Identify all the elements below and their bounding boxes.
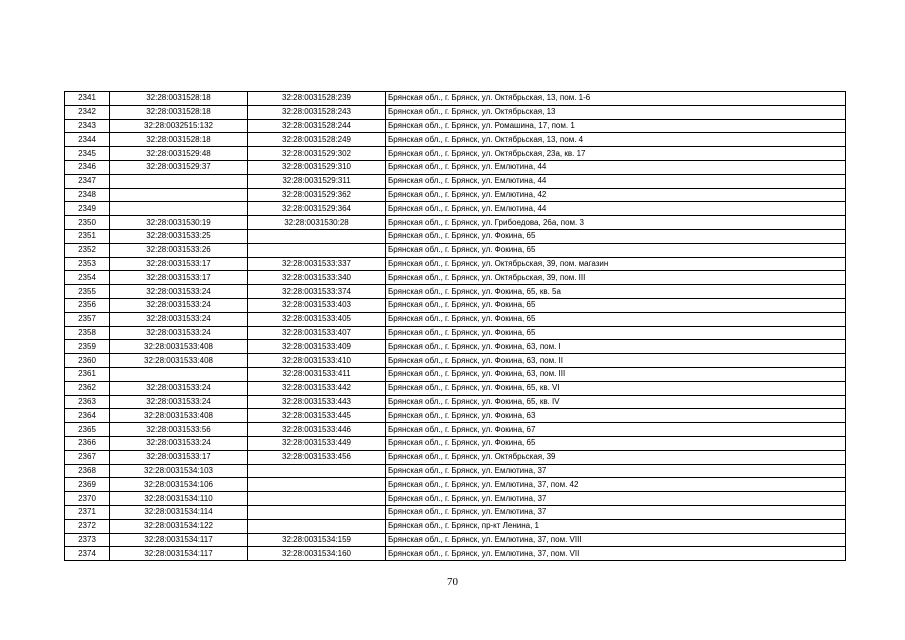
- page-number: 70: [447, 576, 458, 588]
- parcel-number-cell: 32:28:0031533:408: [110, 340, 248, 354]
- address-cell: Брянская обл., г. Брянск, ул. Емлютина, 44: [386, 202, 846, 216]
- address-cell: Брянская обл., г. Брянск, ул. Фокина, 65: [386, 436, 846, 450]
- object-number-cell: 32:28:0031533:405: [248, 312, 386, 326]
- address-cell: Брянская обл., г. Брянск, ул. Емлютина, 44: [386, 174, 846, 188]
- object-number-cell: [248, 492, 386, 506]
- address-cell: Брянская обл., г. Брянск, ул. Фокина, 65, кв. VI: [386, 381, 846, 395]
- row-number-cell: 2353: [65, 257, 110, 271]
- object-number-cell: 32:28:0031533:411: [248, 367, 386, 381]
- table-row: [65, 271, 846, 285]
- parcel-number-cell: 32:28:0031530:19: [110, 216, 248, 230]
- address-cell: Брянская обл., г. Брянск, ул. Октябрьская, 13, пом. 4: [386, 133, 846, 147]
- table-row: [65, 119, 846, 133]
- parcel-number-cell: 32:28:0031533:24: [110, 298, 248, 312]
- parcel-number-cell: 32:28:0031528:18: [110, 133, 248, 147]
- table-row: [65, 367, 846, 381]
- parcel-number-cell: 32:28:0031534:117: [110, 547, 248, 561]
- parcel-number-cell: 32:28:0031533:24: [110, 436, 248, 450]
- parcel-number-cell: 32:28:0031533:26: [110, 243, 248, 257]
- table-row: [65, 188, 846, 202]
- object-number-cell: [248, 229, 386, 243]
- table-row: [65, 92, 846, 106]
- table-row: [65, 133, 846, 147]
- object-number-cell: [248, 464, 386, 478]
- address-cell: Брянская обл., г. Брянск, ул. Емлютина, 42: [386, 188, 846, 202]
- address-cell: Брянская обл., г. Брянск, ул. Емлютина, 37, пом. VIII: [386, 533, 846, 547]
- registry-table-body: [65, 92, 846, 561]
- object-number-cell: 32:28:0031528:244: [248, 119, 386, 133]
- address-cell: Брянская обл., г. Брянск, ул. Октябрьская, 23а, кв. 17: [386, 147, 846, 161]
- object-number-cell: 32:28:0031529:311: [248, 174, 386, 188]
- address-cell: Брянская обл., г. Брянск, ул. Фокина, 67: [386, 423, 846, 437]
- parcel-number-cell: 32:28:0032515:132: [110, 119, 248, 133]
- row-number-cell: 2366: [65, 436, 110, 450]
- object-number-cell: 32:28:0031529:364: [248, 202, 386, 216]
- table-row: [65, 229, 846, 243]
- parcel-number-cell: 32:28:0031533:17: [110, 450, 248, 464]
- address-cell: Брянская обл., г. Брянск, ул. Октябрьская, 13: [386, 105, 846, 119]
- table-row: [65, 298, 846, 312]
- row-number-cell: 2343: [65, 119, 110, 133]
- address-cell: Брянская обл., г. Брянск, ул. Емлютина, 37: [386, 492, 846, 506]
- object-number-cell: 32:28:0031528:243: [248, 105, 386, 119]
- object-number-cell: 32:28:0031533:409: [248, 340, 386, 354]
- parcel-number-cell: 32:28:0031533:17: [110, 257, 248, 271]
- address-cell: Брянская обл., г. Брянск, ул. Фокина, 63, пом. III: [386, 367, 846, 381]
- row-number-cell: 2346: [65, 160, 110, 174]
- row-number-cell: 2361: [65, 367, 110, 381]
- parcel-number-cell: 32:28:0031534:114: [110, 505, 248, 519]
- row-number-cell: 2360: [65, 354, 110, 368]
- object-number-cell: [248, 519, 386, 533]
- table-row: [65, 395, 846, 409]
- row-number-cell: 2344: [65, 133, 110, 147]
- address-cell: Брянская обл., г. Брянск, ул. Грибоедова, 26а, пом. 3: [386, 216, 846, 230]
- row-number-cell: 2370: [65, 492, 110, 506]
- address-cell: Брянская обл., г. Брянск, ул. Фокина, 63, пом. II: [386, 354, 846, 368]
- parcel-number-cell: [110, 188, 248, 202]
- parcel-number-cell: 32:28:0031533:24: [110, 381, 248, 395]
- row-number-cell: 2345: [65, 147, 110, 161]
- registry-table: [64, 91, 846, 561]
- row-number-cell: 2351: [65, 229, 110, 243]
- parcel-number-cell: 32:28:0031533:408: [110, 409, 248, 423]
- parcel-number-cell: 32:28:0031533:24: [110, 395, 248, 409]
- table-row: [65, 423, 846, 437]
- row-number-cell: 2356: [65, 298, 110, 312]
- object-number-cell: 32:28:0031533:410: [248, 354, 386, 368]
- parcel-number-cell: 32:28:0031534:110: [110, 492, 248, 506]
- table-row: [65, 216, 846, 230]
- address-cell: Брянская обл., г. Брянск, ул. Фокина, 65, кв. IV: [386, 395, 846, 409]
- table-row: [65, 147, 846, 161]
- object-number-cell: 32:28:0031533:374: [248, 285, 386, 299]
- table-row: [65, 450, 846, 464]
- object-number-cell: 32:28:0031533:456: [248, 450, 386, 464]
- parcel-number-cell: 32:28:0031528:18: [110, 105, 248, 119]
- row-number-cell: 2369: [65, 478, 110, 492]
- object-number-cell: 32:28:0031528:239: [248, 92, 386, 106]
- address-cell: Брянская обл., г. Брянск, пр-кт Ленина, 1: [386, 519, 846, 533]
- table-row: [65, 409, 846, 423]
- table-row: [65, 492, 846, 506]
- row-number-cell: 2357: [65, 312, 110, 326]
- row-number-cell: 2362: [65, 381, 110, 395]
- table-row: [65, 533, 846, 547]
- object-number-cell: 32:28:0031533:340: [248, 271, 386, 285]
- address-cell: Брянская обл., г. Брянск, ул. Октябрьская, 39: [386, 450, 846, 464]
- row-number-cell: 2367: [65, 450, 110, 464]
- parcel-number-cell: [110, 367, 248, 381]
- row-number-cell: 2354: [65, 271, 110, 285]
- row-number-cell: 2347: [65, 174, 110, 188]
- address-cell: Брянская обл., г. Брянск, ул. Емлютина, 37, пом. VII: [386, 547, 846, 561]
- object-number-cell: 32:28:0031533:445: [248, 409, 386, 423]
- parcel-number-cell: 32:28:0031534:117: [110, 533, 248, 547]
- address-cell: Брянская обл., г. Брянск, ул. Фокина, 65: [386, 312, 846, 326]
- parcel-number-cell: 32:28:0031533:24: [110, 326, 248, 340]
- row-number-cell: 2373: [65, 533, 110, 547]
- parcel-number-cell: 32:28:0031533:408: [110, 354, 248, 368]
- address-cell: Брянская обл., г. Брянск, ул. Фокина, 65: [386, 326, 846, 340]
- parcel-number-cell: 32:28:0031534:106: [110, 478, 248, 492]
- address-cell: Брянская обл., г. Брянск, ул. Емлютина, 37: [386, 505, 846, 519]
- row-number-cell: 2352: [65, 243, 110, 257]
- row-number-cell: 2350: [65, 216, 110, 230]
- parcel-number-cell: 32:28:0031533:25: [110, 229, 248, 243]
- address-cell: Брянская обл., г. Брянск, ул. Фокина, 65: [386, 243, 846, 257]
- address-cell: Брянская обл., г. Брянск, ул. Фокина, 65: [386, 229, 846, 243]
- object-number-cell: 32:28:0031529:302: [248, 147, 386, 161]
- object-number-cell: 32:28:0031533:403: [248, 298, 386, 312]
- table-row: [65, 519, 846, 533]
- parcel-number-cell: [110, 174, 248, 188]
- parcel-number-cell: 32:28:0031528:18: [110, 92, 248, 106]
- row-number-cell: 2348: [65, 188, 110, 202]
- row-number-cell: 2363: [65, 395, 110, 409]
- table-row: [65, 326, 846, 340]
- table-row: [65, 243, 846, 257]
- parcel-number-cell: 32:28:0031533:24: [110, 285, 248, 299]
- address-cell: Брянская обл., г. Брянск, ул. Ромашина, 17, пом. 1: [386, 119, 846, 133]
- address-cell: Брянская обл., г. Брянск, ул. Октябрьская, 39, пом. III: [386, 271, 846, 285]
- table-row: [65, 202, 846, 216]
- object-number-cell: 32:28:0031533:407: [248, 326, 386, 340]
- object-number-cell: 32:28:0031529:310: [248, 160, 386, 174]
- row-number-cell: 2364: [65, 409, 110, 423]
- address-cell: Брянская обл., г. Брянск, ул. Фокина, 63, пом. I: [386, 340, 846, 354]
- table-row: [65, 285, 846, 299]
- row-number-cell: 2349: [65, 202, 110, 216]
- object-number-cell: 32:28:0031530:28: [248, 216, 386, 230]
- table-row: [65, 505, 846, 519]
- parcel-number-cell: 32:28:0031534:103: [110, 464, 248, 478]
- address-cell: Брянская обл., г. Брянск, ул. Фокина, 63: [386, 409, 846, 423]
- parcel-number-cell: 32:28:0031533:17: [110, 271, 248, 285]
- table-row: [65, 105, 846, 119]
- table-row: [65, 464, 846, 478]
- address-cell: Брянская обл., г. Брянск, ул. Фокина, 65, кв. 5а: [386, 285, 846, 299]
- object-number-cell: 32:28:0031533:443: [248, 395, 386, 409]
- parcel-number-cell: 32:28:0031533:24: [110, 312, 248, 326]
- row-number-cell: 2372: [65, 519, 110, 533]
- object-number-cell: [248, 505, 386, 519]
- table-row: [65, 354, 846, 368]
- address-cell: Брянская обл., г. Брянск, ул. Емлютина, 37: [386, 464, 846, 478]
- row-number-cell: 2368: [65, 464, 110, 478]
- row-number-cell: 2365: [65, 423, 110, 437]
- object-number-cell: 32:28:0031534:159: [248, 533, 386, 547]
- object-number-cell: 32:28:0031534:160: [248, 547, 386, 561]
- parcel-number-cell: 32:28:0031533:56: [110, 423, 248, 437]
- row-number-cell: 2342: [65, 105, 110, 119]
- parcel-number-cell: 32:28:0031534:122: [110, 519, 248, 533]
- address-cell: Брянская обл., г. Брянск, ул. Октябрьская, 13, пом. 1-6: [386, 92, 846, 106]
- object-number-cell: 32:28:0031533:442: [248, 381, 386, 395]
- parcel-number-cell: [110, 202, 248, 216]
- object-number-cell: [248, 478, 386, 492]
- parcel-number-cell: 32:28:0031529:37: [110, 160, 248, 174]
- row-number-cell: 2355: [65, 285, 110, 299]
- object-number-cell: 32:28:0031533:446: [248, 423, 386, 437]
- table-row: [65, 478, 846, 492]
- object-number-cell: 32:28:0031533:449: [248, 436, 386, 450]
- object-number-cell: 32:28:0031528:249: [248, 133, 386, 147]
- row-number-cell: 2359: [65, 340, 110, 354]
- address-cell: Брянская обл., г. Брянск, ул. Емлютина, 44: [386, 160, 846, 174]
- row-number-cell: 2374: [65, 547, 110, 561]
- table-row: [65, 257, 846, 271]
- row-number-cell: 2341: [65, 92, 110, 106]
- parcel-number-cell: 32:28:0031529:48: [110, 147, 248, 161]
- table-row: [65, 160, 846, 174]
- object-number-cell: 32:28:0031533:337: [248, 257, 386, 271]
- address-cell: Брянская обл., г. Брянск, ул. Октябрьская, 39, пом. магазин: [386, 257, 846, 271]
- row-number-cell: 2371: [65, 505, 110, 519]
- object-number-cell: [248, 243, 386, 257]
- table-row: [65, 174, 846, 188]
- table-row: [65, 381, 846, 395]
- table-row: [65, 312, 846, 326]
- address-cell: Брянская обл., г. Брянск, ул. Емлютина, 37, пом. 42: [386, 478, 846, 492]
- table-row: [65, 340, 846, 354]
- object-number-cell: 32:28:0031529:362: [248, 188, 386, 202]
- row-number-cell: 2358: [65, 326, 110, 340]
- address-cell: Брянская обл., г. Брянск, ул. Фокина, 65: [386, 298, 846, 312]
- table-row: [65, 436, 846, 450]
- table-row: [65, 547, 846, 561]
